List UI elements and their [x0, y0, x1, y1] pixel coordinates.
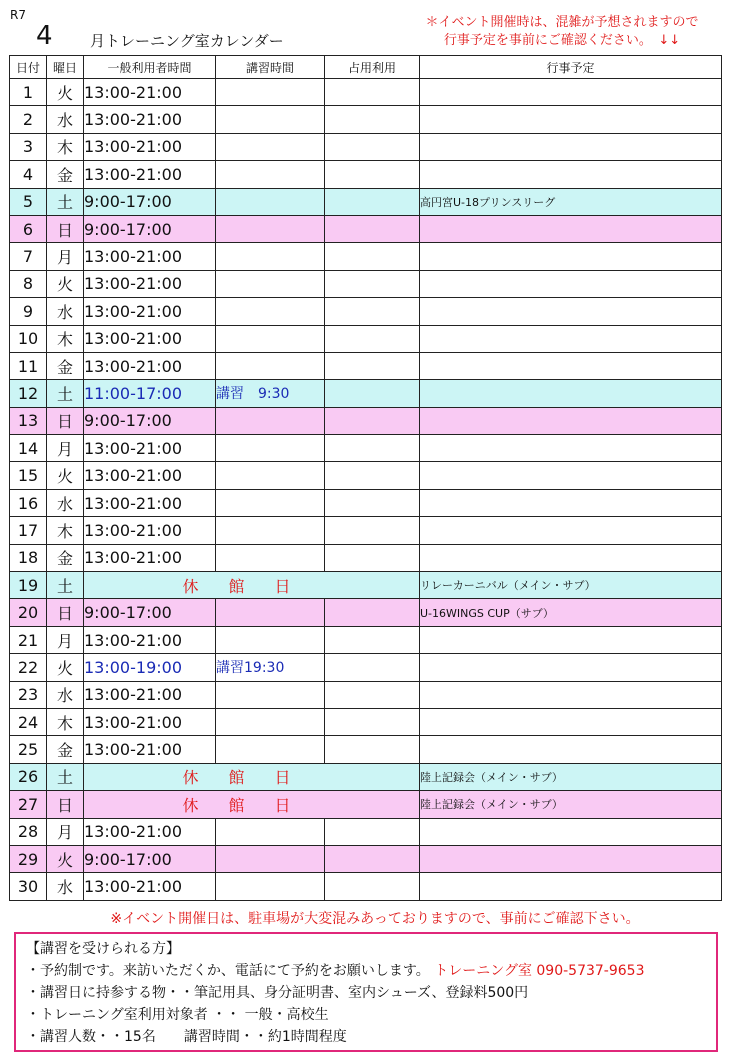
lecture-time-cell — [216, 626, 325, 653]
date-cell: 12 — [10, 380, 47, 407]
date-cell: 20 — [10, 599, 47, 626]
date-cell: 15 — [10, 462, 47, 489]
month-number: 4 — [36, 21, 53, 51]
event-cell — [420, 544, 722, 571]
weekday-cell: 土 — [47, 763, 84, 790]
lecture-time-cell — [216, 79, 325, 106]
date-cell: 17 — [10, 517, 47, 544]
weekday-cell: 月 — [47, 626, 84, 653]
reserved-use-cell — [325, 544, 420, 571]
info-line-eligibility: ・トレーニング室利用対象者 ・・ 一般・高校生 — [26, 1007, 329, 1023]
event-cell — [420, 845, 722, 872]
event-cell — [420, 818, 722, 845]
general-hours-cell: 13:00-21:00 — [84, 462, 216, 489]
lecture-time-cell — [216, 462, 325, 489]
table-row — [10, 270, 722, 297]
weekday-cell: 火 — [47, 462, 84, 489]
table-row — [10, 626, 722, 653]
lecture-time-cell — [216, 435, 325, 462]
lecture-time-cell — [216, 708, 325, 735]
weekday-cell: 水 — [47, 681, 84, 708]
reserved-use-cell — [325, 243, 420, 270]
lecture-time-cell — [216, 188, 325, 215]
date-cell: 3 — [10, 133, 47, 160]
general-hours-cell: 13:00-21:00 — [84, 161, 216, 188]
lecture-time-cell — [216, 133, 325, 160]
event-cell: 高円宮U-18プリンスリーグ — [420, 188, 722, 215]
event-cell — [420, 270, 722, 297]
date-cell: 18 — [10, 544, 47, 571]
weekday-cell: 木 — [47, 325, 84, 352]
reserved-use-cell — [325, 133, 420, 160]
column-header-date: 日付 — [10, 56, 47, 79]
lecture-time-cell — [216, 544, 325, 571]
table-row — [10, 489, 722, 516]
event-cell — [420, 462, 722, 489]
date-cell: 16 — [10, 489, 47, 516]
general-hours-cell: 13:00-21:00 — [84, 352, 216, 379]
table-row — [10, 407, 722, 434]
table-row — [10, 763, 722, 790]
event-notice-line1: ＊イベント開催時は、混雑が予想されますので — [425, 15, 699, 30]
event-cell: リレーカーニバル（メイン・サブ） — [420, 572, 722, 599]
reserved-use-cell — [325, 435, 420, 462]
page-title: 月トレーニング室カレンダー — [90, 32, 284, 50]
lecture-time-cell — [216, 873, 325, 900]
weekday-cell: 月 — [47, 435, 84, 462]
lecture-time-cell — [216, 325, 325, 352]
table-row — [10, 873, 722, 900]
general-hours-cell: 13:00-21:00 — [84, 736, 216, 763]
date-cell: 1 — [10, 79, 47, 106]
reserved-use-cell — [325, 626, 420, 653]
event-cell — [420, 325, 722, 352]
general-hours-cell: 13:00-21:00 — [84, 435, 216, 462]
table-row — [10, 298, 722, 325]
event-cell — [420, 626, 722, 653]
event-cell — [420, 708, 722, 735]
calendar-table — [9, 55, 722, 901]
weekday-cell: 火 — [47, 79, 84, 106]
general-hours-cell: 13:00-21:00 — [84, 626, 216, 653]
general-hours-cell: 13:00-21:00 — [84, 298, 216, 325]
event-cell — [420, 407, 722, 434]
reserved-use-cell — [325, 489, 420, 516]
reserved-use-cell — [325, 818, 420, 845]
reserved-use-cell — [325, 352, 420, 379]
table-row — [10, 161, 722, 188]
lecture-time-cell — [216, 407, 325, 434]
closed-day-cell: 休館日 — [84, 763, 420, 790]
date-cell: 10 — [10, 325, 47, 352]
event-cell — [420, 133, 722, 160]
reserved-use-cell — [325, 873, 420, 900]
parking-notice: ※イベント開催日は、駐車場が大変混みあっておりますので、事前にご確認下さい。 — [110, 911, 640, 927]
table-row — [10, 517, 722, 544]
general-hours-cell: 13:00-21:00 — [84, 243, 216, 270]
date-cell: 4 — [10, 161, 47, 188]
event-cell — [420, 435, 722, 462]
date-cell: 8 — [10, 270, 47, 297]
info-line-reservation — [26, 960, 706, 982]
reserved-use-cell — [325, 654, 420, 681]
general-hours-cell: 13:00-21:00 — [84, 106, 216, 133]
event-cell — [420, 736, 722, 763]
event-notice — [412, 14, 712, 50]
weekday-cell: 金 — [47, 352, 84, 379]
general-hours-cell: 13:00-21:00 — [84, 325, 216, 352]
date-cell: 5 — [10, 188, 47, 215]
weekday-cell: 日 — [47, 791, 84, 818]
table-row — [10, 544, 722, 571]
lecture-time-cell — [216, 298, 325, 325]
event-cell — [420, 517, 722, 544]
table-row — [10, 133, 722, 160]
table-row — [10, 79, 722, 106]
event-cell — [420, 106, 722, 133]
date-cell: 28 — [10, 818, 47, 845]
weekday-cell: 水 — [47, 873, 84, 900]
weekday-cell: 火 — [47, 270, 84, 297]
lecture-time-cell — [216, 352, 325, 379]
table-row — [10, 708, 722, 735]
general-hours-cell: 13:00-21:00 — [84, 818, 216, 845]
event-cell — [420, 873, 722, 900]
table-row — [10, 188, 722, 215]
table-row — [10, 681, 722, 708]
info-line-reservation-text: ・予約制です。来訪いただくか、電話にて予約をお願いします。 — [26, 963, 430, 979]
date-cell: 24 — [10, 708, 47, 735]
lecture-time-cell — [216, 681, 325, 708]
closed-day-cell: 休館日 — [84, 572, 420, 599]
general-hours-cell: 9:00-17:00 — [84, 407, 216, 434]
general-hours-cell: 13:00-21:00 — [84, 489, 216, 516]
column-header-lecture-time: 講習時間 — [216, 56, 325, 79]
event-cell: 陸上記録会（メイン・サブ） — [420, 791, 722, 818]
weekday-cell: 水 — [47, 298, 84, 325]
general-hours-cell: 13:00-21:00 — [84, 270, 216, 297]
date-cell: 23 — [10, 681, 47, 708]
weekday-cell: 金 — [47, 161, 84, 188]
general-hours-cell: 9:00-17:00 — [84, 845, 216, 872]
reserved-use-cell — [325, 845, 420, 872]
reserved-use-cell — [325, 736, 420, 763]
reserved-use-cell — [325, 79, 420, 106]
table-row — [10, 654, 722, 681]
event-cell — [420, 243, 722, 270]
event-cell — [420, 654, 722, 681]
event-cell — [420, 161, 722, 188]
reserved-use-cell — [325, 298, 420, 325]
table-row — [10, 599, 722, 626]
closed-day-cell: 休館日 — [84, 791, 420, 818]
weekday-cell: 日 — [47, 215, 84, 242]
column-header-weekday: 曜日 — [47, 56, 84, 79]
date-cell: 7 — [10, 243, 47, 270]
lecture-time-cell: 講習19:30 — [216, 654, 325, 681]
table-row — [10, 380, 722, 407]
date-cell: 2 — [10, 106, 47, 133]
column-header-reserved-use: 占用利用 — [325, 56, 420, 79]
column-header-general-hours: 一般利用者時間 — [84, 56, 216, 79]
info-box-title: 【講習を受けられる方】 — [26, 941, 180, 957]
table-row — [10, 243, 722, 270]
phone-contact: トレーニング室 090-5737-9653 — [434, 963, 645, 979]
date-cell: 14 — [10, 435, 47, 462]
date-cell: 13 — [10, 407, 47, 434]
info-line-capacity: ・講習人数・・15名 講習時間・・約1時間程度 — [26, 1029, 347, 1045]
column-header-events: 行事予定 — [420, 56, 722, 79]
table-row — [10, 325, 722, 352]
general-hours-cell: 13:00-21:00 — [84, 544, 216, 571]
date-cell: 30 — [10, 873, 47, 900]
reserved-use-cell — [325, 681, 420, 708]
table-row — [10, 572, 722, 599]
date-cell: 9 — [10, 298, 47, 325]
event-cell — [420, 215, 722, 242]
lecture-time-cell — [216, 489, 325, 516]
event-cell: U-16WINGS CUP（サブ） — [420, 599, 722, 626]
reserved-use-cell — [325, 215, 420, 242]
event-cell: 陸上記録会（メイン・サブ） — [420, 763, 722, 790]
reserved-use-cell — [325, 325, 420, 352]
table-row — [10, 106, 722, 133]
date-cell: 25 — [10, 736, 47, 763]
event-notice-line2: 行事予定を事前にご確認ください。 ↓↓ — [443, 33, 681, 48]
date-cell: 29 — [10, 845, 47, 872]
date-cell: 26 — [10, 763, 47, 790]
weekday-cell: 月 — [47, 243, 84, 270]
general-hours-cell: 13:00-21:00 — [84, 708, 216, 735]
reserved-use-cell — [325, 462, 420, 489]
reserved-use-cell — [325, 188, 420, 215]
lecture-time-cell — [216, 845, 325, 872]
event-cell — [420, 489, 722, 516]
general-hours-cell: 13:00-21:00 — [84, 133, 216, 160]
date-cell: 27 — [10, 791, 47, 818]
lecture-time-cell — [216, 243, 325, 270]
reserved-use-cell — [325, 106, 420, 133]
weekday-cell: 木 — [47, 517, 84, 544]
table-header-row — [10, 56, 722, 79]
weekday-cell: 日 — [47, 407, 84, 434]
date-cell: 19 — [10, 572, 47, 599]
table-row — [10, 462, 722, 489]
reserved-use-cell — [325, 270, 420, 297]
reserved-use-cell — [325, 380, 420, 407]
table-row — [10, 215, 722, 242]
general-hours-cell: 13:00-21:00 — [84, 79, 216, 106]
lecture-time-cell: 講習 9:30 — [216, 380, 325, 407]
general-hours-cell: 9:00-17:00 — [84, 188, 216, 215]
reserved-use-cell — [325, 599, 420, 626]
general-hours-cell: 9:00-17:00 — [84, 215, 216, 242]
lecture-time-cell — [216, 599, 325, 626]
event-cell — [420, 681, 722, 708]
weekday-cell: 土 — [47, 188, 84, 215]
date-cell: 22 — [10, 654, 47, 681]
reserved-use-cell — [325, 517, 420, 544]
info-line-items: ・講習日に持参する物・・筆記用具、身分証明書、室内シューズ、登録料500円 — [26, 985, 529, 1001]
event-cell — [420, 380, 722, 407]
event-cell — [420, 79, 722, 106]
general-hours-cell: 13:00-21:00 — [84, 681, 216, 708]
table-row — [10, 435, 722, 462]
table-row — [10, 818, 722, 845]
event-cell — [420, 298, 722, 325]
date-cell: 11 — [10, 352, 47, 379]
lecture-time-cell — [216, 818, 325, 845]
weekday-cell: 水 — [47, 489, 84, 516]
calendar-body — [10, 79, 722, 901]
weekday-cell: 火 — [47, 654, 84, 681]
reserved-use-cell — [325, 407, 420, 434]
lecture-time-cell — [216, 517, 325, 544]
general-hours-cell: 11:00-17:00 — [84, 380, 216, 407]
weekday-cell: 土 — [47, 380, 84, 407]
general-hours-cell: 13:00-21:00 — [84, 873, 216, 900]
reserved-use-cell — [325, 708, 420, 735]
table-row — [10, 791, 722, 818]
lecture-time-cell — [216, 736, 325, 763]
date-cell: 21 — [10, 626, 47, 653]
lecture-time-cell — [216, 106, 325, 133]
lecture-info-box — [14, 932, 718, 1052]
weekday-cell: 金 — [47, 544, 84, 571]
table-row — [10, 736, 722, 763]
weekday-cell: 土 — [47, 572, 84, 599]
weekday-cell: 木 — [47, 133, 84, 160]
lecture-time-cell — [216, 215, 325, 242]
weekday-cell: 水 — [47, 106, 84, 133]
event-cell — [420, 352, 722, 379]
weekday-cell: 金 — [47, 736, 84, 763]
weekday-cell: 木 — [47, 708, 84, 735]
reserved-use-cell — [325, 161, 420, 188]
general-hours-cell: 13:00-19:00 — [84, 654, 216, 681]
table-row — [10, 845, 722, 872]
date-cell: 6 — [10, 215, 47, 242]
general-hours-cell: 13:00-21:00 — [84, 517, 216, 544]
weekday-cell: 火 — [47, 845, 84, 872]
lecture-time-cell — [216, 270, 325, 297]
lecture-time-cell — [216, 161, 325, 188]
general-hours-cell: 9:00-17:00 — [84, 599, 216, 626]
weekday-cell: 日 — [47, 599, 84, 626]
table-row — [10, 352, 722, 379]
era-label: R7 — [10, 8, 26, 22]
weekday-cell: 月 — [47, 818, 84, 845]
